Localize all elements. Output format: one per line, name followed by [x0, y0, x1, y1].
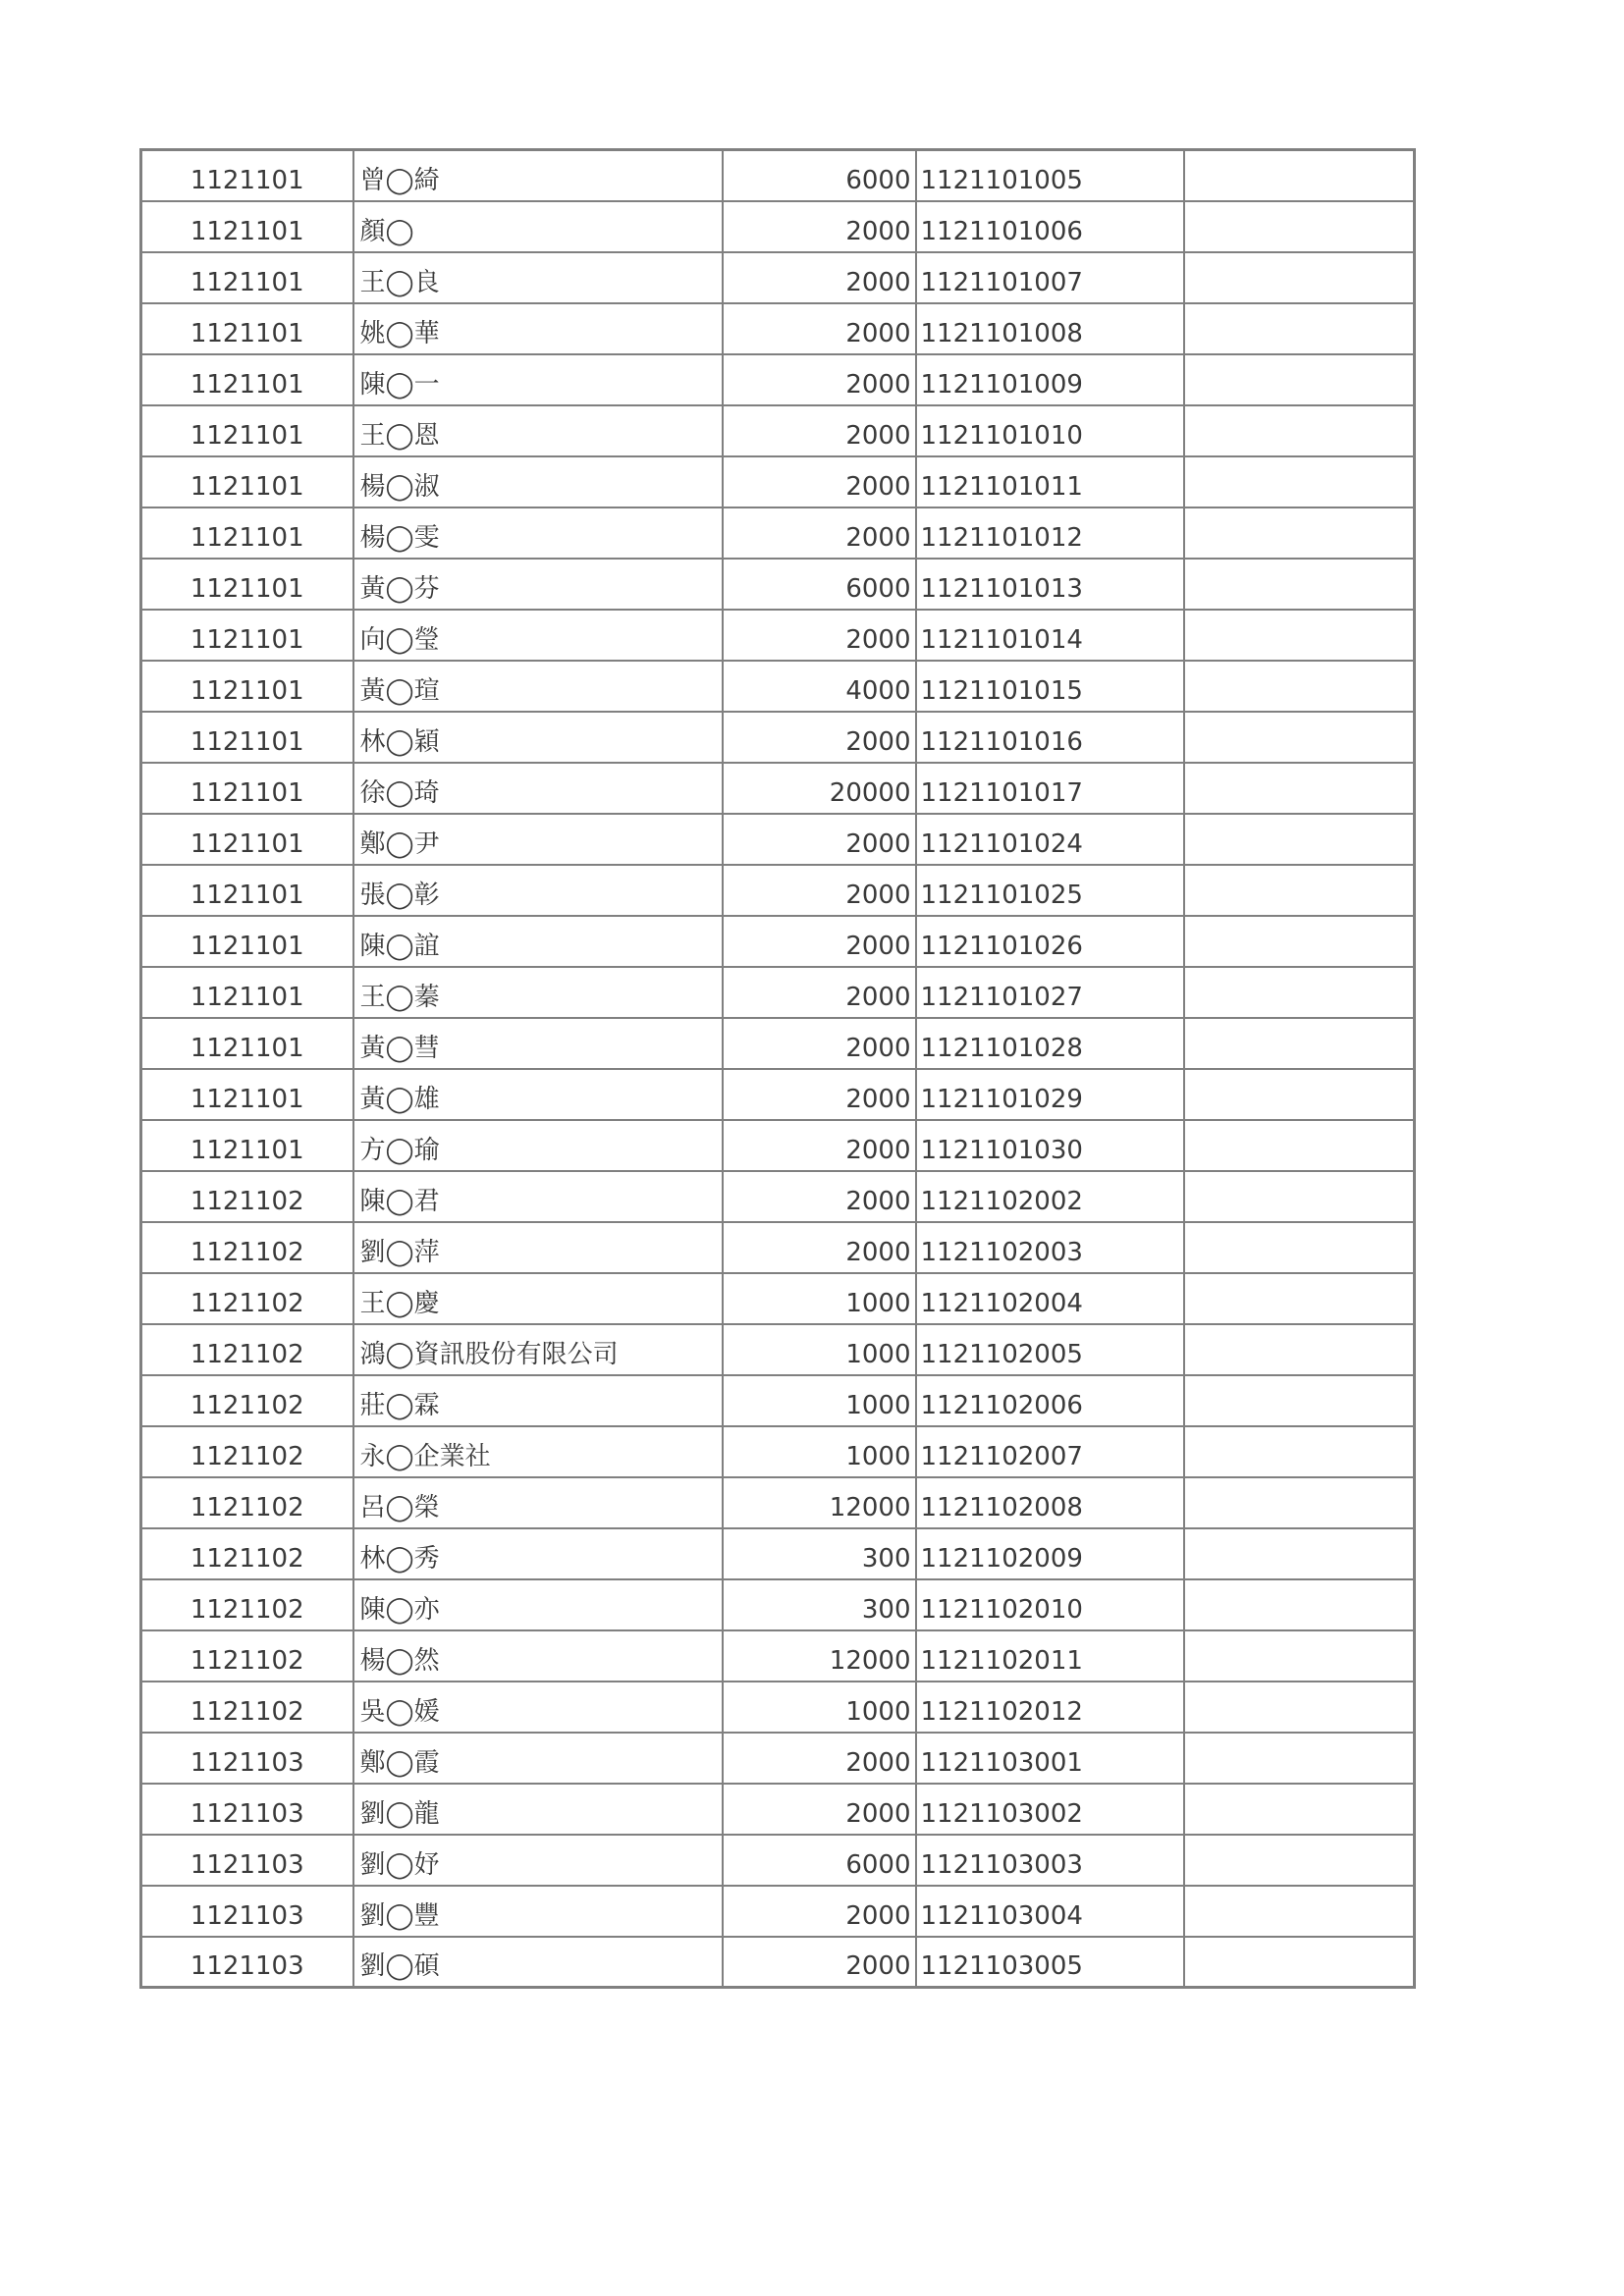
cell-date: 1121101: [141, 303, 353, 354]
cell-donor-name: 王◯慶: [353, 1273, 723, 1324]
cell-date: 1121101: [141, 1018, 353, 1069]
table-row: [141, 1886, 1415, 1937]
table-row: [141, 303, 1415, 354]
cell-note: [1184, 1273, 1415, 1324]
cell-note: [1184, 559, 1415, 610]
cell-receipt-number: 1121102007: [916, 1426, 1184, 1477]
cell-date: 1121102: [141, 1222, 353, 1273]
cell-receipt-number: 1121101013: [916, 559, 1184, 610]
cell-date: 1121102: [141, 1171, 353, 1222]
table-row: [141, 1528, 1415, 1579]
cell-receipt-number: 1121101027: [916, 967, 1184, 1018]
cell-note: [1184, 1733, 1415, 1784]
table-row: [141, 1222, 1415, 1273]
cell-donor-name: 吳◯媛: [353, 1682, 723, 1733]
table-row: [141, 1579, 1415, 1630]
table-row: [141, 1733, 1415, 1784]
cell-date: 1121101: [141, 150, 353, 201]
cell-receipt-number: 1121101005: [916, 150, 1184, 201]
cell-receipt-number: 1121102004: [916, 1273, 1184, 1324]
cell-donor-name: 永◯企業社: [353, 1426, 723, 1477]
cell-receipt-number: 1121101006: [916, 201, 1184, 252]
cell-donor-name: 劉◯龍: [353, 1784, 723, 1835]
cell-note: [1184, 1937, 1415, 1988]
cell-note: [1184, 865, 1415, 916]
cell-amount: 12000: [723, 1630, 916, 1682]
cell-date: 1121101: [141, 507, 353, 559]
cell-date: 1121103: [141, 1733, 353, 1784]
cell-donor-name: 楊◯然: [353, 1630, 723, 1682]
cell-date: 1121102: [141, 1682, 353, 1733]
cell-donor-name: 劉◯碩: [353, 1937, 723, 1988]
cell-date: 1121101: [141, 814, 353, 865]
table-row: [141, 712, 1415, 763]
table-row: [141, 405, 1415, 456]
cell-donor-name: 陳◯一: [353, 354, 723, 405]
cell-note: [1184, 1426, 1415, 1477]
cell-amount: 2000: [723, 303, 916, 354]
cell-date: 1121102: [141, 1579, 353, 1630]
cell-amount: 2000: [723, 1171, 916, 1222]
cell-receipt-number: 1121101029: [916, 1069, 1184, 1120]
cell-donor-name: 陳◯君: [353, 1171, 723, 1222]
cell-donor-name: 陳◯誼: [353, 916, 723, 967]
cell-amount: 1000: [723, 1426, 916, 1477]
cell-note: [1184, 150, 1415, 201]
cell-receipt-number: 1121101014: [916, 610, 1184, 661]
cell-donor-name: 鄭◯霞: [353, 1733, 723, 1784]
cell-receipt-number: 1121101017: [916, 763, 1184, 814]
table-row: [141, 1784, 1415, 1835]
cell-note: [1184, 1528, 1415, 1579]
table-row: [141, 201, 1415, 252]
cell-receipt-number: 1121101026: [916, 916, 1184, 967]
cell-receipt-number: 1121103003: [916, 1835, 1184, 1886]
cell-donor-name: 徐◯琦: [353, 763, 723, 814]
cell-donor-name: 姚◯華: [353, 303, 723, 354]
table-row: [141, 1426, 1415, 1477]
ledger-body: [141, 150, 1415, 1988]
cell-amount: 1000: [723, 1375, 916, 1426]
cell-date: 1121101: [141, 456, 353, 507]
cell-amount: 2000: [723, 252, 916, 303]
table-row: [141, 1069, 1415, 1120]
cell-receipt-number: 1121101012: [916, 507, 1184, 559]
cell-receipt-number: 1121102009: [916, 1528, 1184, 1579]
cell-date: 1121102: [141, 1324, 353, 1375]
cell-amount: 4000: [723, 661, 916, 712]
cell-amount: 2000: [723, 201, 916, 252]
cell-date: 1121101: [141, 354, 353, 405]
cell-date: 1121101: [141, 559, 353, 610]
table-row: [141, 150, 1415, 201]
cell-note: [1184, 456, 1415, 507]
cell-note: [1184, 763, 1415, 814]
table-row: [141, 916, 1415, 967]
cell-date: 1121102: [141, 1477, 353, 1528]
cell-date: 1121101: [141, 967, 353, 1018]
cell-amount: 2000: [723, 1733, 916, 1784]
cell-note: [1184, 1018, 1415, 1069]
cell-donor-name: 向◯瑩: [353, 610, 723, 661]
cell-note: [1184, 507, 1415, 559]
cell-note: [1184, 201, 1415, 252]
cell-amount: 300: [723, 1579, 916, 1630]
table-row: [141, 1018, 1415, 1069]
cell-donor-name: 劉◯妤: [353, 1835, 723, 1886]
cell-date: 1121101: [141, 405, 353, 456]
table-row: [141, 814, 1415, 865]
cell-donor-name: 王◯良: [353, 252, 723, 303]
cell-receipt-number: 1121102012: [916, 1682, 1184, 1733]
cell-note: [1184, 661, 1415, 712]
cell-amount: 2000: [723, 1222, 916, 1273]
cell-receipt-number: 1121101024: [916, 814, 1184, 865]
cell-receipt-number: 1121102011: [916, 1630, 1184, 1682]
donation-ledger-table: [139, 148, 1416, 1989]
cell-receipt-number: 1121102002: [916, 1171, 1184, 1222]
cell-amount: 2000: [723, 456, 916, 507]
cell-note: [1184, 303, 1415, 354]
cell-receipt-number: 1121102003: [916, 1222, 1184, 1273]
cell-donor-name: 黃◯雄: [353, 1069, 723, 1120]
cell-donor-name: 方◯瑜: [353, 1120, 723, 1171]
cell-note: [1184, 712, 1415, 763]
table-row: [141, 1630, 1415, 1682]
cell-note: [1184, 916, 1415, 967]
table-row: [141, 354, 1415, 405]
cell-date: 1121101: [141, 1069, 353, 1120]
cell-receipt-number: 1121103002: [916, 1784, 1184, 1835]
cell-amount: 1000: [723, 1324, 916, 1375]
cell-donor-name: 莊◯霖: [353, 1375, 723, 1426]
cell-donor-name: 鴻◯資訊股份有限公司: [353, 1324, 723, 1375]
cell-amount: 2000: [723, 610, 916, 661]
cell-receipt-number: 1121101011: [916, 456, 1184, 507]
table-row: [141, 507, 1415, 559]
cell-receipt-number: 1121102006: [916, 1375, 1184, 1426]
table-row: [141, 252, 1415, 303]
cell-donor-name: 呂◯榮: [353, 1477, 723, 1528]
cell-amount: 1000: [723, 1682, 916, 1733]
cell-amount: 6000: [723, 1835, 916, 1886]
cell-date: 1121101: [141, 865, 353, 916]
cell-date: 1121103: [141, 1886, 353, 1937]
cell-date: 1121103: [141, 1835, 353, 1886]
table-row: [141, 865, 1415, 916]
cell-note: [1184, 1784, 1415, 1835]
cell-donor-name: 曾◯綺: [353, 150, 723, 201]
cell-donor-name: 林◯穎: [353, 712, 723, 763]
cell-date: 1121101: [141, 661, 353, 712]
cell-note: [1184, 1222, 1415, 1273]
table-row: [141, 661, 1415, 712]
cell-amount: 300: [723, 1528, 916, 1579]
cell-amount: 2000: [723, 1018, 916, 1069]
cell-note: [1184, 814, 1415, 865]
table-row: [141, 1682, 1415, 1733]
cell-receipt-number: 1121102008: [916, 1477, 1184, 1528]
cell-donor-name: 劉◯萍: [353, 1222, 723, 1273]
cell-amount: 2000: [723, 712, 916, 763]
cell-donor-name: 劉◯豐: [353, 1886, 723, 1937]
cell-note: [1184, 1069, 1415, 1120]
cell-receipt-number: 1121101007: [916, 252, 1184, 303]
cell-receipt-number: 1121101030: [916, 1120, 1184, 1171]
cell-amount: 6000: [723, 559, 916, 610]
cell-note: [1184, 354, 1415, 405]
cell-note: [1184, 1171, 1415, 1222]
cell-date: 1121102: [141, 1273, 353, 1324]
cell-donor-name: 黃◯彗: [353, 1018, 723, 1069]
cell-amount: 2000: [723, 507, 916, 559]
cell-receipt-number: 1121101010: [916, 405, 1184, 456]
cell-donor-name: 黃◯瑄: [353, 661, 723, 712]
cell-amount: 2000: [723, 354, 916, 405]
cell-donor-name: 張◯彰: [353, 865, 723, 916]
cell-donor-name: 林◯秀: [353, 1528, 723, 1579]
cell-amount: 2000: [723, 967, 916, 1018]
cell-amount: 2000: [723, 1886, 916, 1937]
cell-donor-name: 鄭◯尹: [353, 814, 723, 865]
cell-note: [1184, 1579, 1415, 1630]
cell-date: 1121102: [141, 1528, 353, 1579]
cell-date: 1121101: [141, 1120, 353, 1171]
cell-donor-name: 王◯蓁: [353, 967, 723, 1018]
cell-note: [1184, 252, 1415, 303]
cell-receipt-number: 1121101028: [916, 1018, 1184, 1069]
table-row: [141, 1171, 1415, 1222]
cell-date: 1121102: [141, 1630, 353, 1682]
cell-amount: 2000: [723, 1120, 916, 1171]
table-row: [141, 1273, 1415, 1324]
table-row: [141, 1120, 1415, 1171]
cell-date: 1121101: [141, 712, 353, 763]
cell-amount: 2000: [723, 1784, 916, 1835]
table-row: [141, 1375, 1415, 1426]
cell-date: 1121102: [141, 1375, 353, 1426]
cell-date: 1121102: [141, 1426, 353, 1477]
cell-receipt-number: 1121103001: [916, 1733, 1184, 1784]
cell-note: [1184, 967, 1415, 1018]
cell-date: 1121101: [141, 763, 353, 814]
cell-amount: 1000: [723, 1273, 916, 1324]
cell-amount: 6000: [723, 150, 916, 201]
cell-note: [1184, 1682, 1415, 1733]
cell-receipt-number: 1121102005: [916, 1324, 1184, 1375]
cell-amount: 12000: [723, 1477, 916, 1528]
table-row: [141, 967, 1415, 1018]
cell-date: 1121103: [141, 1784, 353, 1835]
cell-note: [1184, 1375, 1415, 1426]
cell-donor-name: 顏◯: [353, 201, 723, 252]
cell-amount: 2000: [723, 405, 916, 456]
table-row: [141, 763, 1415, 814]
cell-note: [1184, 1324, 1415, 1375]
cell-receipt-number: 1121102010: [916, 1579, 1184, 1630]
cell-receipt-number: 1121103005: [916, 1937, 1184, 1988]
table-row: [141, 1937, 1415, 1988]
table-row: [141, 559, 1415, 610]
cell-note: [1184, 1120, 1415, 1171]
cell-donor-name: 楊◯淑: [353, 456, 723, 507]
cell-receipt-number: 1121101008: [916, 303, 1184, 354]
cell-amount: 2000: [723, 1069, 916, 1120]
cell-date: 1121101: [141, 916, 353, 967]
cell-receipt-number: 1121103004: [916, 1886, 1184, 1937]
cell-amount: 2000: [723, 814, 916, 865]
cell-note: [1184, 1835, 1415, 1886]
table-row: [141, 1477, 1415, 1528]
table-row: [141, 456, 1415, 507]
cell-amount: 2000: [723, 916, 916, 967]
cell-note: [1184, 405, 1415, 456]
table-row: [141, 1324, 1415, 1375]
table-row: [141, 610, 1415, 661]
cell-note: [1184, 1630, 1415, 1682]
cell-amount: 20000: [723, 763, 916, 814]
cell-date: 1121101: [141, 610, 353, 661]
cell-receipt-number: 1121101016: [916, 712, 1184, 763]
cell-receipt-number: 1121101025: [916, 865, 1184, 916]
cell-donor-name: 王◯恩: [353, 405, 723, 456]
cell-amount: 2000: [723, 1937, 916, 1988]
cell-date: 1121101: [141, 201, 353, 252]
cell-note: [1184, 1886, 1415, 1937]
cell-date: 1121103: [141, 1937, 353, 1988]
cell-note: [1184, 610, 1415, 661]
table-row: [141, 1835, 1415, 1886]
cell-donor-name: 黃◯芬: [353, 559, 723, 610]
cell-note: [1184, 1477, 1415, 1528]
cell-receipt-number: 1121101009: [916, 354, 1184, 405]
cell-amount: 2000: [723, 865, 916, 916]
cell-date: 1121101: [141, 252, 353, 303]
cell-donor-name: 陳◯亦: [353, 1579, 723, 1630]
cell-donor-name: 楊◯雯: [353, 507, 723, 559]
cell-receipt-number: 1121101015: [916, 661, 1184, 712]
